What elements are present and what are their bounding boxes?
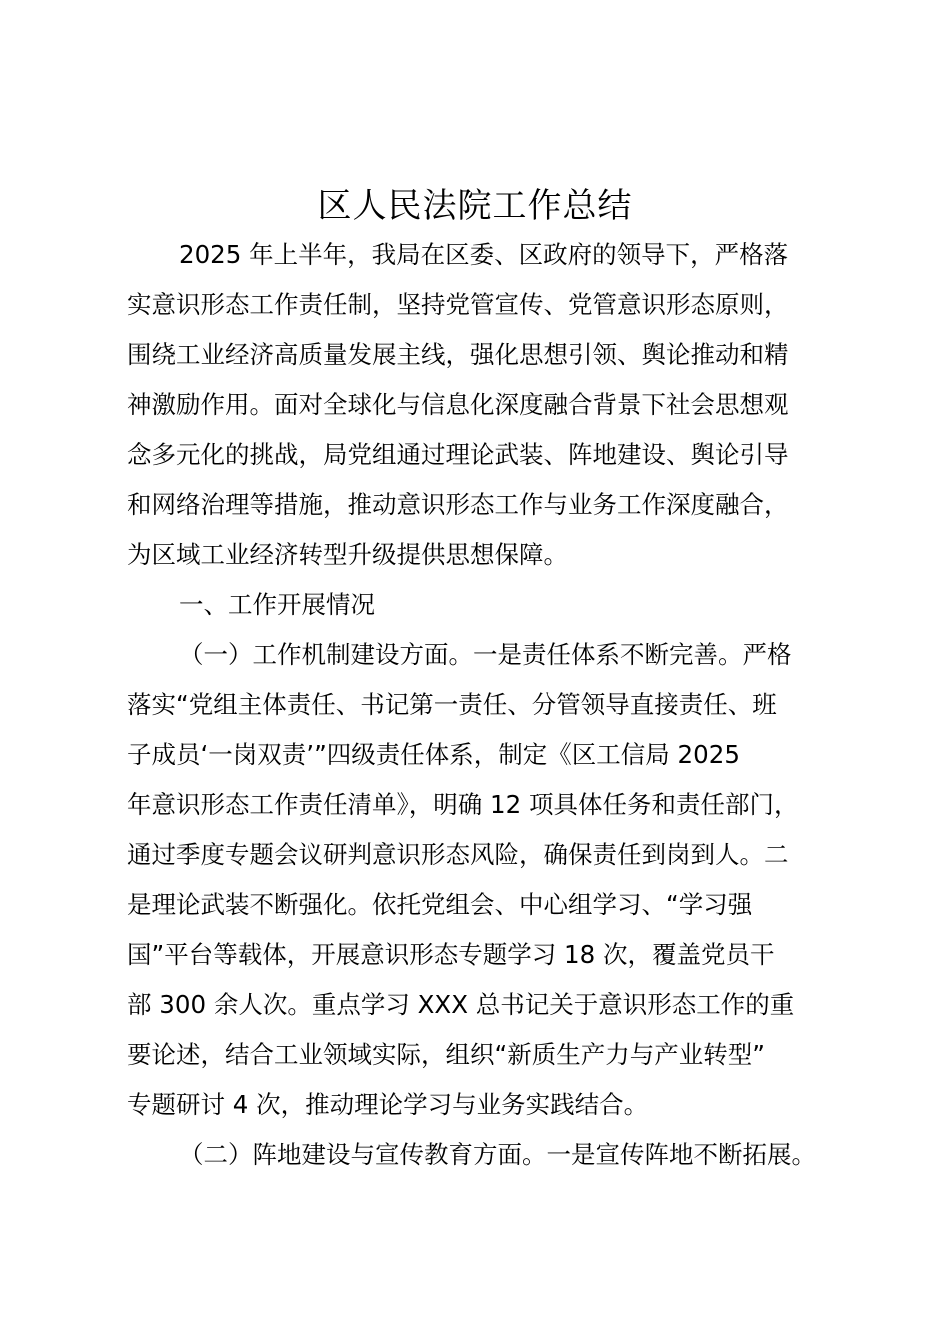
paragraph-line: （一）工作机制建设方面。一是责任体系不断完善。严格: [179, 640, 792, 669]
document-body: [127, 230, 837, 1180]
document-title: 区人民法院工作总结: [317, 186, 633, 226]
paragraph-line: 是理论武装不断强化。依托党组会、中心组学习、“学习强: [127, 890, 753, 919]
paragraph-line: 年意识形态工作责任清单》，明确 12 项具体任务和责任部门，: [127, 790, 799, 819]
paragraph-line: 专题研讨 4 次，推动理论学习与业务实践结合。: [127, 1090, 649, 1119]
paragraph-line: 通过季度专题会议研判意识形态风险，确保责任到岗到人。二: [127, 840, 789, 869]
paragraph-line: 围绕工业经济高质量发展主线，强化思想引领、舆论推动和精: [127, 340, 789, 369]
paragraph-line: 子成员‘一岗双责’”四级责任体系，制定《区工信局 2025: [127, 740, 740, 769]
paragraph-line: 为区域工业经济转型升级提供思想保障。: [127, 540, 568, 569]
paragraph-line: （二）阵地建设与宣传教育方面。一是宣传阵地不断拓展。: [179, 1140, 816, 1169]
paragraph-line: 部 300 余人次。重点学习 XXX 总书记关于意识形态工作的重: [127, 990, 795, 1019]
paragraph-line: 念多元化的挑战，局党组通过理论武装、阵地建设、舆论引导: [127, 440, 789, 469]
paragraph-line: 2025 年上半年，我局在区委、区政府的领导下，严格落: [179, 240, 789, 269]
paragraph-line: 国”平台等载体，开展意识形态专题学习 18 次，覆盖党员干: [127, 940, 775, 969]
section-heading: 一、工作开展情况: [179, 590, 375, 619]
paragraph-line: 要论述，结合工业领域实际，组织“新质生产力与产业转型”: [127, 1040, 765, 1069]
paragraph-line: 实意识形态工作责任制，坚持党管宣传、党管意识形态原则，: [127, 290, 789, 319]
paragraph-line: 神激励作用。面对全球化与信息化深度融合背景下社会思想观: [127, 390, 789, 419]
paragraph-line: 落实“党组主体责任、书记第一责任、分管领导直接责任、班: [127, 690, 777, 719]
paragraph-line: 和网络治理等措施，推动意识形态工作与业务工作深度融合，: [127, 490, 789, 519]
